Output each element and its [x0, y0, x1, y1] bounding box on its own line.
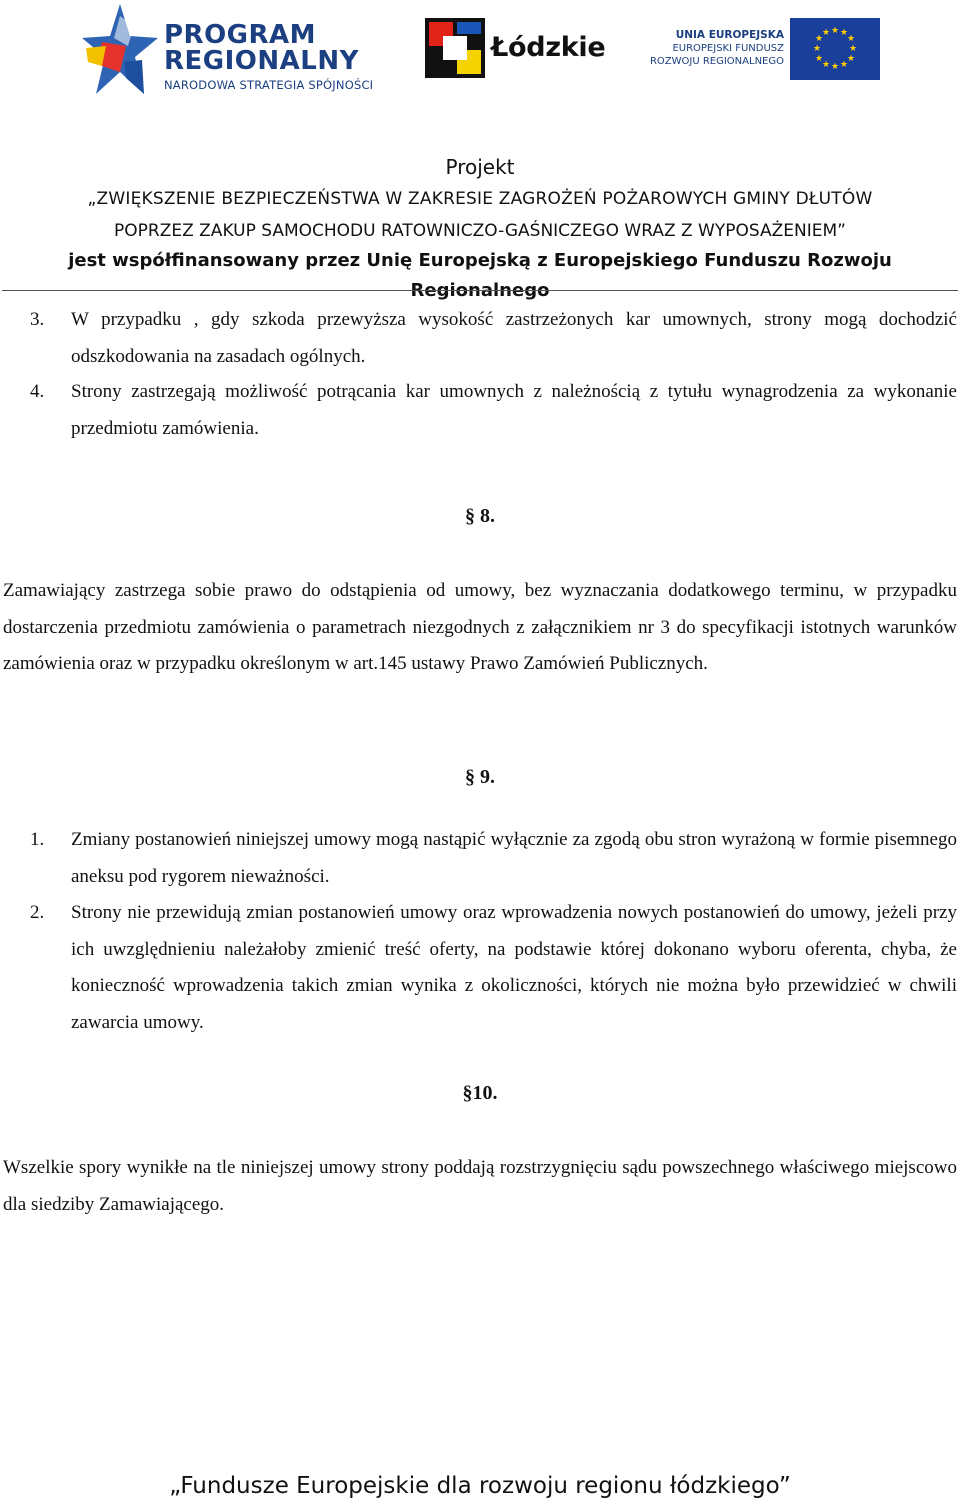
- svg-text:★: ★: [821, 60, 831, 70]
- list-item-text: W przypadku , gdy szkoda przewyższa wysokość zastrzeżonych kar umownych, strony mogą dochodzić odszkodowania na zasadach ogólnych.: [71, 309, 957, 367]
- svg-text:★: ★: [848, 44, 858, 54]
- section-10-text: Wszelkie spory wynikłe na tle niniejszej umowy strony poddają rozstrzygnięciu sądu powszechnego właściwego miejscowo dla siedziby Zamawiającego.: [3, 1157, 957, 1215]
- eu-logo: [640, 18, 885, 82]
- lodzkie-logo: [425, 18, 606, 80]
- section-8-text: Zamawiający zastrzega sobie prawo do odstąpienia od umowy, bez wyznaczania dodatkowego terminu, w przypadku dostarczenia przedmiotu zamówienia o parametrach niezgodnych z załącznikiem nr 3 do specyfikacji istotnych warunków zamówienia oraz w przypadku określonym w art.145 ustawy Prawo Zamówień Publicznych.: [3, 580, 957, 674]
- list-item-text: Strony nie przewidują zmian postanowień umowy oraz wprowadzenia nowych postanowień do umowy, jeżeli przy ich uwzględnieniu należałoby zmienić treść oferty, na podstawie której dokonano wyboru oferenta, chyba, że konieczność wprowadzenia takich zmian wynika z okoliczności, których nie można było przewidzieć w chwili zawarcia umowy.: [71, 902, 957, 1033]
- project-title-line2: POPRZEZ ZAKUP SAMOCHODU RATOWNICZO-GAŚNICZEGO WRAZ Z WYPOSAŻENIEM”: [114, 221, 846, 241]
- list-item-number: 3.: [30, 309, 45, 330]
- cofinancing-statement: jest współfinansowany przez Unię Europejską z Europejskiego Funduszu Rozwoju Regionalnego: [68, 250, 892, 301]
- eu-flag-icon: [790, 18, 880, 80]
- section-9-heading: § 9.: [465, 766, 495, 788]
- svg-text:★: ★: [812, 44, 822, 54]
- program-logo-line2: REGIONALNY: [164, 46, 359, 76]
- program-regionalny-logo: [80, 2, 390, 98]
- header-divider: [2, 290, 958, 291]
- list-item-number: 4.: [30, 381, 45, 402]
- svg-text:★: ★: [814, 54, 824, 64]
- svg-text:★: ★: [830, 62, 840, 72]
- list-item-text: Strony zastrzegają możliwość potrącania kar umownych z należnością z tytułu wynagrodzenia za wykonanie przedmiotu zamówienia.: [71, 381, 957, 439]
- section-8-heading: § 8.: [465, 505, 495, 527]
- program-logo-line3: NARODOWA STRATEGIA SPÓJNOŚCI: [164, 78, 374, 92]
- lodzkie-mark-icon: [425, 18, 485, 78]
- svg-text:★: ★: [839, 60, 849, 70]
- svg-text:★: ★: [846, 54, 856, 64]
- lodzkie-logo-text: Łódzkie: [491, 32, 606, 63]
- section-10-heading: §10.: [462, 1082, 498, 1104]
- list-item-number: 1.: [30, 829, 45, 850]
- footer-slogan: „Fundusze Europejskie dla rozwoju regionu łódzkiego”: [169, 1473, 791, 1499]
- svg-text:★: ★: [839, 28, 849, 38]
- svg-text:★: ★: [821, 28, 831, 38]
- list-item-number: 2.: [30, 902, 45, 923]
- eu-logo-line3: ROZWOJU REGIONALNEGO: [649, 56, 784, 67]
- eu-logo-line1: UNIA EUROPEJSKA: [675, 29, 784, 41]
- eu-logo-line2: EUROPEJSKI FUNDUSZ: [672, 43, 784, 54]
- list-item-text: Zmiany postanowień niniejszej umowy mogą nastąpić wyłącznie za zgodą obu stron wyrażoną w formie pisemnego aneksu pod rygorem nieważności.: [71, 829, 957, 887]
- program-logo-line1: PROGRAM: [164, 20, 317, 50]
- program-regionalny-star-icon: [80, 2, 160, 98]
- logo-strip: [0, 0, 960, 110]
- project-title-line1: „ZWIĘKSZENIE BEZPIECZEŃSTWA W ZAKRESIE ZAGROŻEŃ POŻAROWYCH GMINY DŁUTÓW: [87, 189, 873, 209]
- svg-text:★: ★: [830, 26, 840, 36]
- project-header: [0, 152, 960, 306]
- svg-text:★: ★: [846, 34, 856, 44]
- svg-text:★: ★: [814, 34, 824, 44]
- project-label: Projekt: [445, 155, 515, 179]
